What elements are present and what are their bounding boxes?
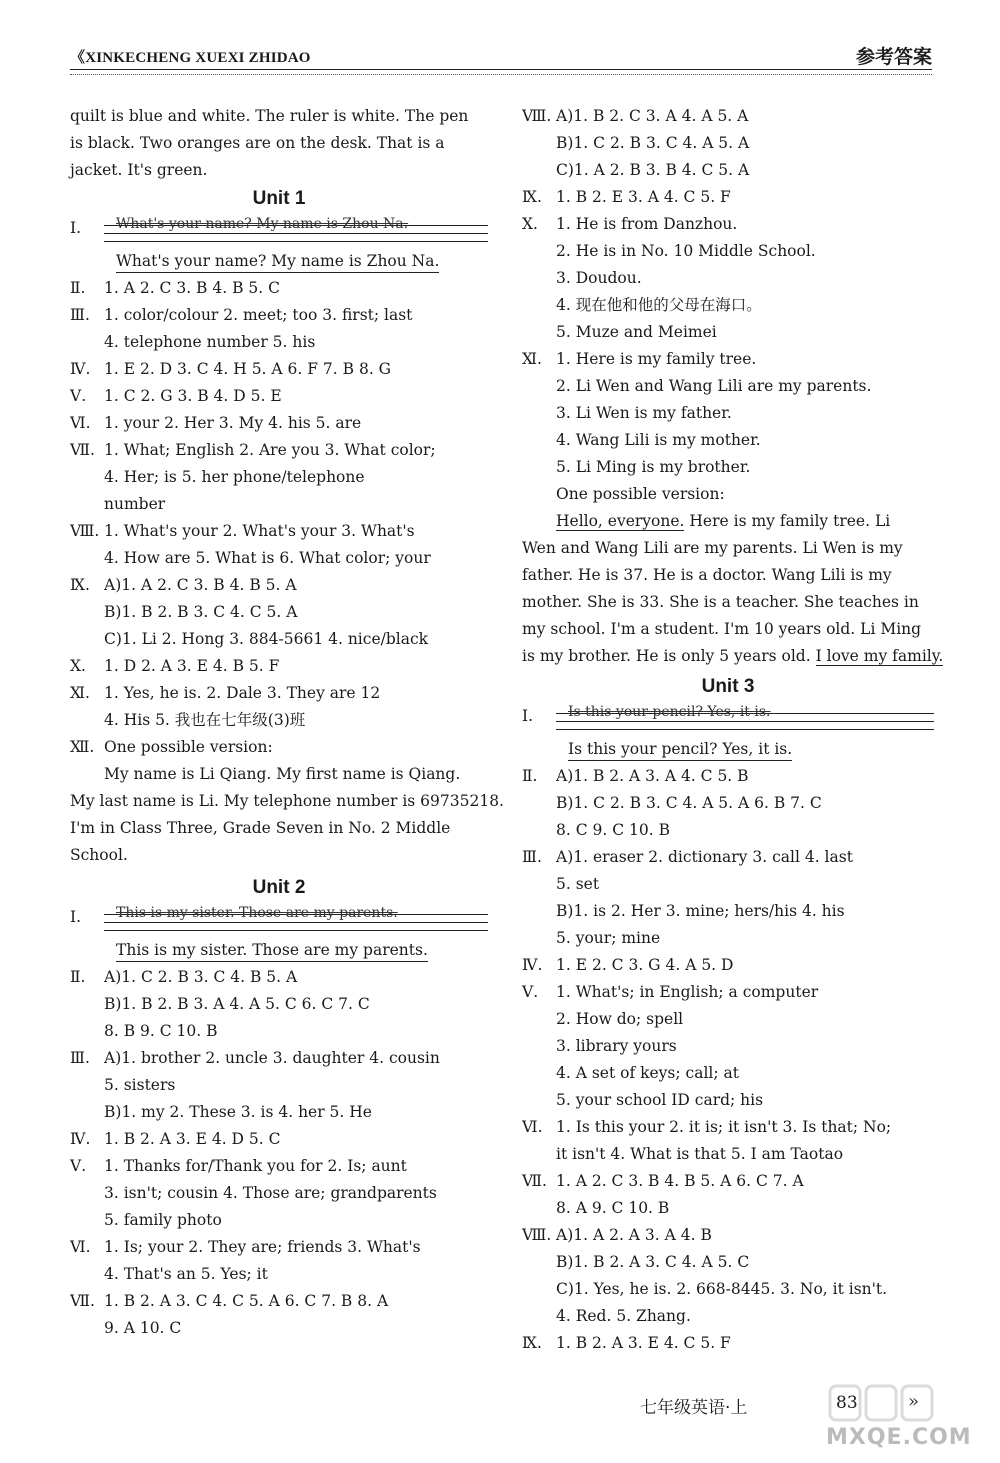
section-num: Ⅵ. (522, 1118, 543, 1136)
answer-row (522, 1195, 934, 1222)
answer-row (70, 599, 488, 626)
answer-row (70, 1018, 488, 1045)
unit3-handwriting-box (522, 702, 934, 736)
answer-row (70, 1180, 488, 1207)
answer-row (70, 1045, 488, 1072)
answer-row (522, 1276, 934, 1303)
text-line: My name is Li Qiang. My first name is Qiang. (104, 765, 461, 783)
answer-text: One possible version: (104, 738, 273, 756)
answer-row (522, 1060, 934, 1087)
answer-text: 5. Muze and Meimei (556, 323, 717, 341)
answer-row (70, 464, 488, 491)
answer-text: 1. B 2. A 3. C 4. C 5. A 6. C 7. B 8. A (104, 1292, 389, 1310)
answer-text: 8. C 9. C 10. B (556, 821, 670, 839)
answer-row (70, 1072, 488, 1099)
essay-closing: I love my family. (815, 647, 944, 665)
answer-text: 4. Her; is 5. her phone/telephone (104, 468, 365, 486)
section-num: Ⅴ. (70, 387, 87, 405)
answer-text: 8. A 9. C 10. B (556, 1199, 670, 1217)
answer-row (522, 427, 934, 454)
handwriting-text: This is my sister. Those are my parents. (116, 905, 398, 921)
answer-row (522, 103, 934, 130)
answer-text: B)1. is 2. Her 3. mine; hers/his 4. his (556, 902, 845, 920)
answer-row (522, 817, 934, 844)
answer-text: 1. E 2. C 3. G 4. A 5. D (556, 956, 734, 974)
answer-text: 1. What's; in English; a computer (556, 983, 819, 1001)
answer-text: A)1. C 2. B 3. C 4. B 5. A (104, 968, 298, 986)
answer-text: B)1. C 2. B 3. C 4. A 5. A 6. B 7. C (556, 794, 822, 812)
handwriting-text: What's your name? My name is Zhou Na. (116, 216, 409, 232)
answer-row (70, 572, 488, 599)
answer-row (70, 437, 488, 464)
answer-row (70, 356, 488, 383)
answer-text: 1. your 2. Her 3. My 4. his 5. are (104, 414, 362, 432)
section-num: Ⅸ. (70, 576, 90, 594)
answer-text: 5. your; mine (556, 929, 661, 947)
answer-text: C)1. Li 2. Hong 3. 884-5661 4. nice/black (104, 630, 429, 648)
section-num: Ⅷ. (70, 522, 100, 540)
answer-row (522, 373, 934, 400)
answer-row (522, 319, 934, 346)
page-header (70, 40, 932, 72)
section-num: Ⅴ. (522, 983, 539, 1001)
unit3-answer: Is this your pencil? Yes, it is. (568, 740, 792, 761)
answer-row (522, 400, 934, 427)
answer-row (522, 952, 934, 979)
answer-text: A)1. brother 2. uncle 3. daughter 4. cousin (104, 1049, 440, 1067)
answer-text: 8. B 9. C 10. B (104, 1022, 218, 1040)
answer-row (522, 1033, 934, 1060)
section-num: Ⅱ. (70, 279, 86, 297)
answer-text: 1. Here is my family tree. (556, 350, 757, 368)
answer-text: 4. 现在他和他的父母在海口。 (556, 296, 762, 314)
answer-row (522, 130, 934, 157)
answer-row (70, 1099, 488, 1126)
answer-row (70, 991, 488, 1018)
answer-text: 1. Yes, he is. 2. Dale 3. They are 12 (104, 684, 381, 702)
answer-row (522, 844, 934, 871)
answer-row (522, 1114, 934, 1141)
section-num: Ⅷ. (522, 1226, 552, 1244)
series-title: 《XINKECHENG XUEXI ZHIDAO (70, 50, 311, 66)
answer-text: 1. B 2. A 3. E 4. C 5. F (556, 1334, 731, 1352)
answer-row (70, 1207, 488, 1234)
answer-text: 2. How do; spell (556, 1010, 684, 1028)
text-line: mother. She is 33. She is a teacher. She teaches in (522, 593, 919, 611)
answer-row (522, 292, 934, 319)
answer-row (70, 734, 488, 761)
text-line: I'm in Class Three, Grade Seven in No. 2 Middle (70, 819, 451, 837)
answer-row (70, 329, 488, 356)
answer-row (70, 383, 488, 410)
section-num: Ⅰ. (70, 219, 82, 237)
answer-row (70, 491, 488, 518)
answer-row (522, 157, 934, 184)
answer-text: 4. Red. 5. Zhang. (556, 1307, 691, 1325)
answer-text: 4. How are 5. What is 6. What color; your (104, 549, 431, 567)
unit2-answer: This is my sister. Those are my parents. (116, 941, 428, 962)
answer-text: 1. Is; your 2. They are; friends 3. What's (104, 1238, 421, 1256)
answer-row (522, 898, 934, 925)
answer-row (70, 680, 488, 707)
answer-text: 1. Is this your 2. it is; it isn't 3. Is that; No; (556, 1118, 892, 1136)
answer-text: 1. color/colour 2. meet; too 3. first; last (104, 306, 413, 324)
section-num: Ⅹ. (522, 215, 538, 233)
handwriting-text: Is this your pencil? Yes, it is. (568, 704, 771, 720)
answer-text: 4. telephone number 5. his (104, 333, 316, 351)
answer-text: 1. C 2. G 3. B 4. D 5. E (104, 387, 282, 405)
answer-text: C)1. Yes, he is. 2. 668-8445. 3. No, it isn't. (556, 1280, 888, 1298)
answer-row (522, 211, 934, 238)
unit1-essay (70, 761, 504, 869)
answer-text: 3. Doudou. (556, 269, 642, 287)
answer-text: A)1. B 2. C 3. A 4. A 5. A (556, 107, 749, 125)
answer-text: C)1. A 2. B 3. B 4. C 5. A (556, 161, 750, 179)
unit3-rows (522, 763, 934, 1357)
essay-text: is my brother. He is only 5 years old. (522, 647, 816, 665)
section-num: Ⅱ. (522, 767, 538, 785)
section-num: Ⅰ. (522, 707, 534, 725)
section-num: Ⅶ. (522, 1172, 547, 1190)
answer-row (522, 1222, 934, 1249)
answer-row (522, 979, 934, 1006)
unit2-answer-line (70, 937, 488, 964)
header-rule (70, 69, 932, 70)
section-num: Ⅵ. (70, 414, 91, 432)
answer-text: A)1. B 2. A 3. A 4. C 5. B (556, 767, 749, 785)
section-num: Ⅻ. (70, 738, 95, 756)
unit2-continued-rows (522, 103, 934, 508)
answer-row (522, 1141, 934, 1168)
answer-row (522, 238, 934, 265)
answer-row (70, 1234, 488, 1261)
answer-row (70, 1315, 488, 1342)
unit3-title: Unit 3 (701, 676, 755, 697)
family-essay (522, 535, 934, 643)
answer-text: 1. Thanks for/Thank you for 2. Is; aunt (104, 1157, 407, 1175)
answer-row (522, 925, 934, 952)
answer-row (522, 265, 934, 292)
answer-row (522, 1330, 934, 1357)
answer-text: 1. A 2. C 3. B 4. B 5. C (104, 279, 280, 297)
section-num: Ⅴ. (70, 1157, 87, 1175)
section-num: Ⅱ. (70, 968, 86, 986)
text-line: jacket. It's green. (70, 161, 208, 179)
answer-row (70, 1288, 488, 1315)
answer-text: 3. library yours (556, 1037, 677, 1055)
section-num: Ⅺ. (522, 350, 542, 368)
answer-text: 1. E 2. D 3. C 4. H 5. A 6. F 7. B 8. G (104, 360, 392, 378)
answer-row (70, 626, 488, 653)
answer-text: 3. isn't; cousin 4. Those are; grandparents (104, 1184, 437, 1202)
answer-text: B)1. B 2. B 3. C 4. C 5. A (104, 603, 298, 621)
section-num: Ⅶ. (70, 1292, 95, 1310)
text-line: is black. Two oranges are on the desk. That is a (70, 134, 445, 152)
answer-text: 5. your school ID card; his (556, 1091, 764, 1109)
unit2-title: Unit 2 (252, 877, 306, 898)
section-num: Ⅶ. (70, 441, 95, 459)
answer-row (522, 763, 934, 790)
answer-row (522, 454, 934, 481)
text-line: School. (70, 846, 128, 864)
unit2-rows (70, 964, 488, 1342)
section-num: Ⅺ. (70, 684, 90, 702)
text-line: my school. I'm a student. I'm 10 years old. Li Ming (522, 620, 922, 638)
answer-text: 1. D 2. A 3. E 4. B 5. F (104, 657, 280, 675)
answer-text: 2. He is in No. 10 Middle School. (556, 242, 816, 260)
answer-text: it isn't 4. What is that 5. I am Taotao (556, 1145, 844, 1163)
answer-row (70, 1153, 488, 1180)
answer-key-title: 参考答案 (855, 46, 932, 68)
answer-text: number (104, 495, 166, 513)
section-num: Ⅳ. (522, 956, 543, 974)
chevron-icon: » (908, 1391, 920, 1412)
page-number: 83 (836, 1393, 858, 1413)
unit1-answer-line (70, 248, 488, 275)
answer-row (70, 653, 488, 680)
answer-text: 5. family photo (104, 1211, 222, 1229)
unit2-handwriting-box (70, 903, 488, 937)
answer-text: 1. What; English 2. Are you 3. What color; (104, 441, 436, 459)
text-line: quilt is blue and white. The ruler is white. The pen (70, 107, 469, 125)
answer-row (522, 871, 934, 898)
intro-text (70, 103, 488, 184)
answer-row (70, 964, 488, 991)
answer-text: 4. A set of keys; call; at (556, 1064, 739, 1082)
grade-label: 七年级英语·上 (640, 1398, 748, 1418)
essay-greeting: Hello, everyone. (556, 512, 685, 530)
text-line: father. He is 37. He is a doctor. Wang Lili is my (522, 566, 892, 584)
section-num: Ⅳ. (70, 360, 91, 378)
right-column (522, 103, 944, 1357)
answer-row (70, 302, 488, 329)
section-num: Ⅰ. (70, 908, 82, 926)
answer-row (70, 1126, 488, 1153)
section-num: Ⅲ. (70, 306, 90, 324)
essay-line (522, 643, 944, 670)
answer-row (522, 1168, 934, 1195)
section-num: Ⅹ. (70, 657, 86, 675)
answer-row (522, 1303, 934, 1330)
unit3-answer-line (522, 736, 934, 763)
section-num: Ⅲ. (522, 848, 542, 866)
answer-text: B)1. B 2. A 3. C 4. A 5. C (556, 1253, 750, 1271)
section-num: Ⅵ. (70, 1238, 91, 1256)
answer-text: One possible version: (556, 485, 725, 503)
unit1-title: Unit 1 (252, 188, 306, 209)
answer-row (70, 707, 488, 734)
answer-row (70, 1261, 488, 1288)
answer-text: 5. set (556, 875, 600, 893)
left-column (70, 103, 504, 1342)
answer-text: 1. What's your 2. What's your 3. What's (104, 522, 415, 540)
section-num: Ⅳ. (70, 1130, 91, 1148)
answer-text: 4. His 5. 我也在七年级(3)班 (104, 711, 306, 729)
answer-row (522, 1006, 934, 1033)
text-line: Wen and Wang Lili are my parents. Li Wen is my (522, 539, 903, 557)
answer-text: A)1. A 2. A 3. A 4. B (556, 1226, 712, 1244)
answer-text: 5. sisters (104, 1076, 176, 1094)
answer-text: A)1. A 2. C 3. B 4. B 5. A (104, 576, 297, 594)
answer-row (70, 410, 488, 437)
answer-text: 1. B 2. E 3. A 4. C 5. F (556, 188, 731, 206)
answer-text: 1. He is from Danzhou. (556, 215, 738, 233)
answer-row (522, 1249, 934, 1276)
unit1-rows (70, 275, 488, 761)
answer-row (522, 346, 934, 373)
section-num: Ⅸ. (522, 188, 542, 206)
answer-row (522, 1087, 934, 1114)
section-num: Ⅸ. (522, 1334, 542, 1352)
unit1-answer: What's your name? My name is Zhou Na. (116, 252, 439, 273)
text-line: My last name is Li. My telephone number is 69735218. (70, 792, 504, 810)
answer-row (522, 790, 934, 817)
answer-text: 3. Li Wen is my father. (556, 404, 732, 422)
answer-row (70, 518, 488, 545)
watermark-text: MXQE.COM (826, 1425, 972, 1450)
answer-row (70, 545, 488, 572)
answer-text: 2. Li Wen and Wang Lili are my parents. (556, 377, 872, 395)
answer-text: B)1. C 2. B 3. C 4. A 5. A (556, 134, 750, 152)
section-num: Ⅷ. (522, 107, 552, 125)
essay-text: Here is my family tree. Li (684, 512, 891, 530)
answer-text: 4. That's an 5. Yes; it (104, 1265, 268, 1283)
header-dotted-rule (70, 74, 932, 75)
answer-text: 9. A 10. C (104, 1319, 182, 1337)
essay-line (522, 508, 934, 535)
answer-text: B)1. B 2. B 3. A 4. A 5. C 6. C 7. C (104, 995, 370, 1013)
answer-text: B)1. my 2. These 3. is 4. her 5. He (104, 1103, 372, 1121)
answer-row (522, 481, 934, 508)
answer-text: 5. Li Ming is my brother. (556, 458, 751, 476)
answer-text: 1. B 2. A 3. E 4. D 5. C (104, 1130, 281, 1148)
watermark-logo (826, 1380, 936, 1428)
section-num: Ⅲ. (70, 1049, 90, 1067)
unit1-handwriting-box (70, 214, 488, 248)
answer-text: 4. Wang Lili is my mother. (556, 431, 761, 449)
answer-text: A)1. eraser 2. dictionary 3. call 4. last (556, 848, 853, 866)
answer-text: 1. A 2. C 3. B 4. B 5. A 6. C 7. A (556, 1172, 804, 1190)
answer-row (522, 184, 934, 211)
answer-row (70, 275, 488, 302)
